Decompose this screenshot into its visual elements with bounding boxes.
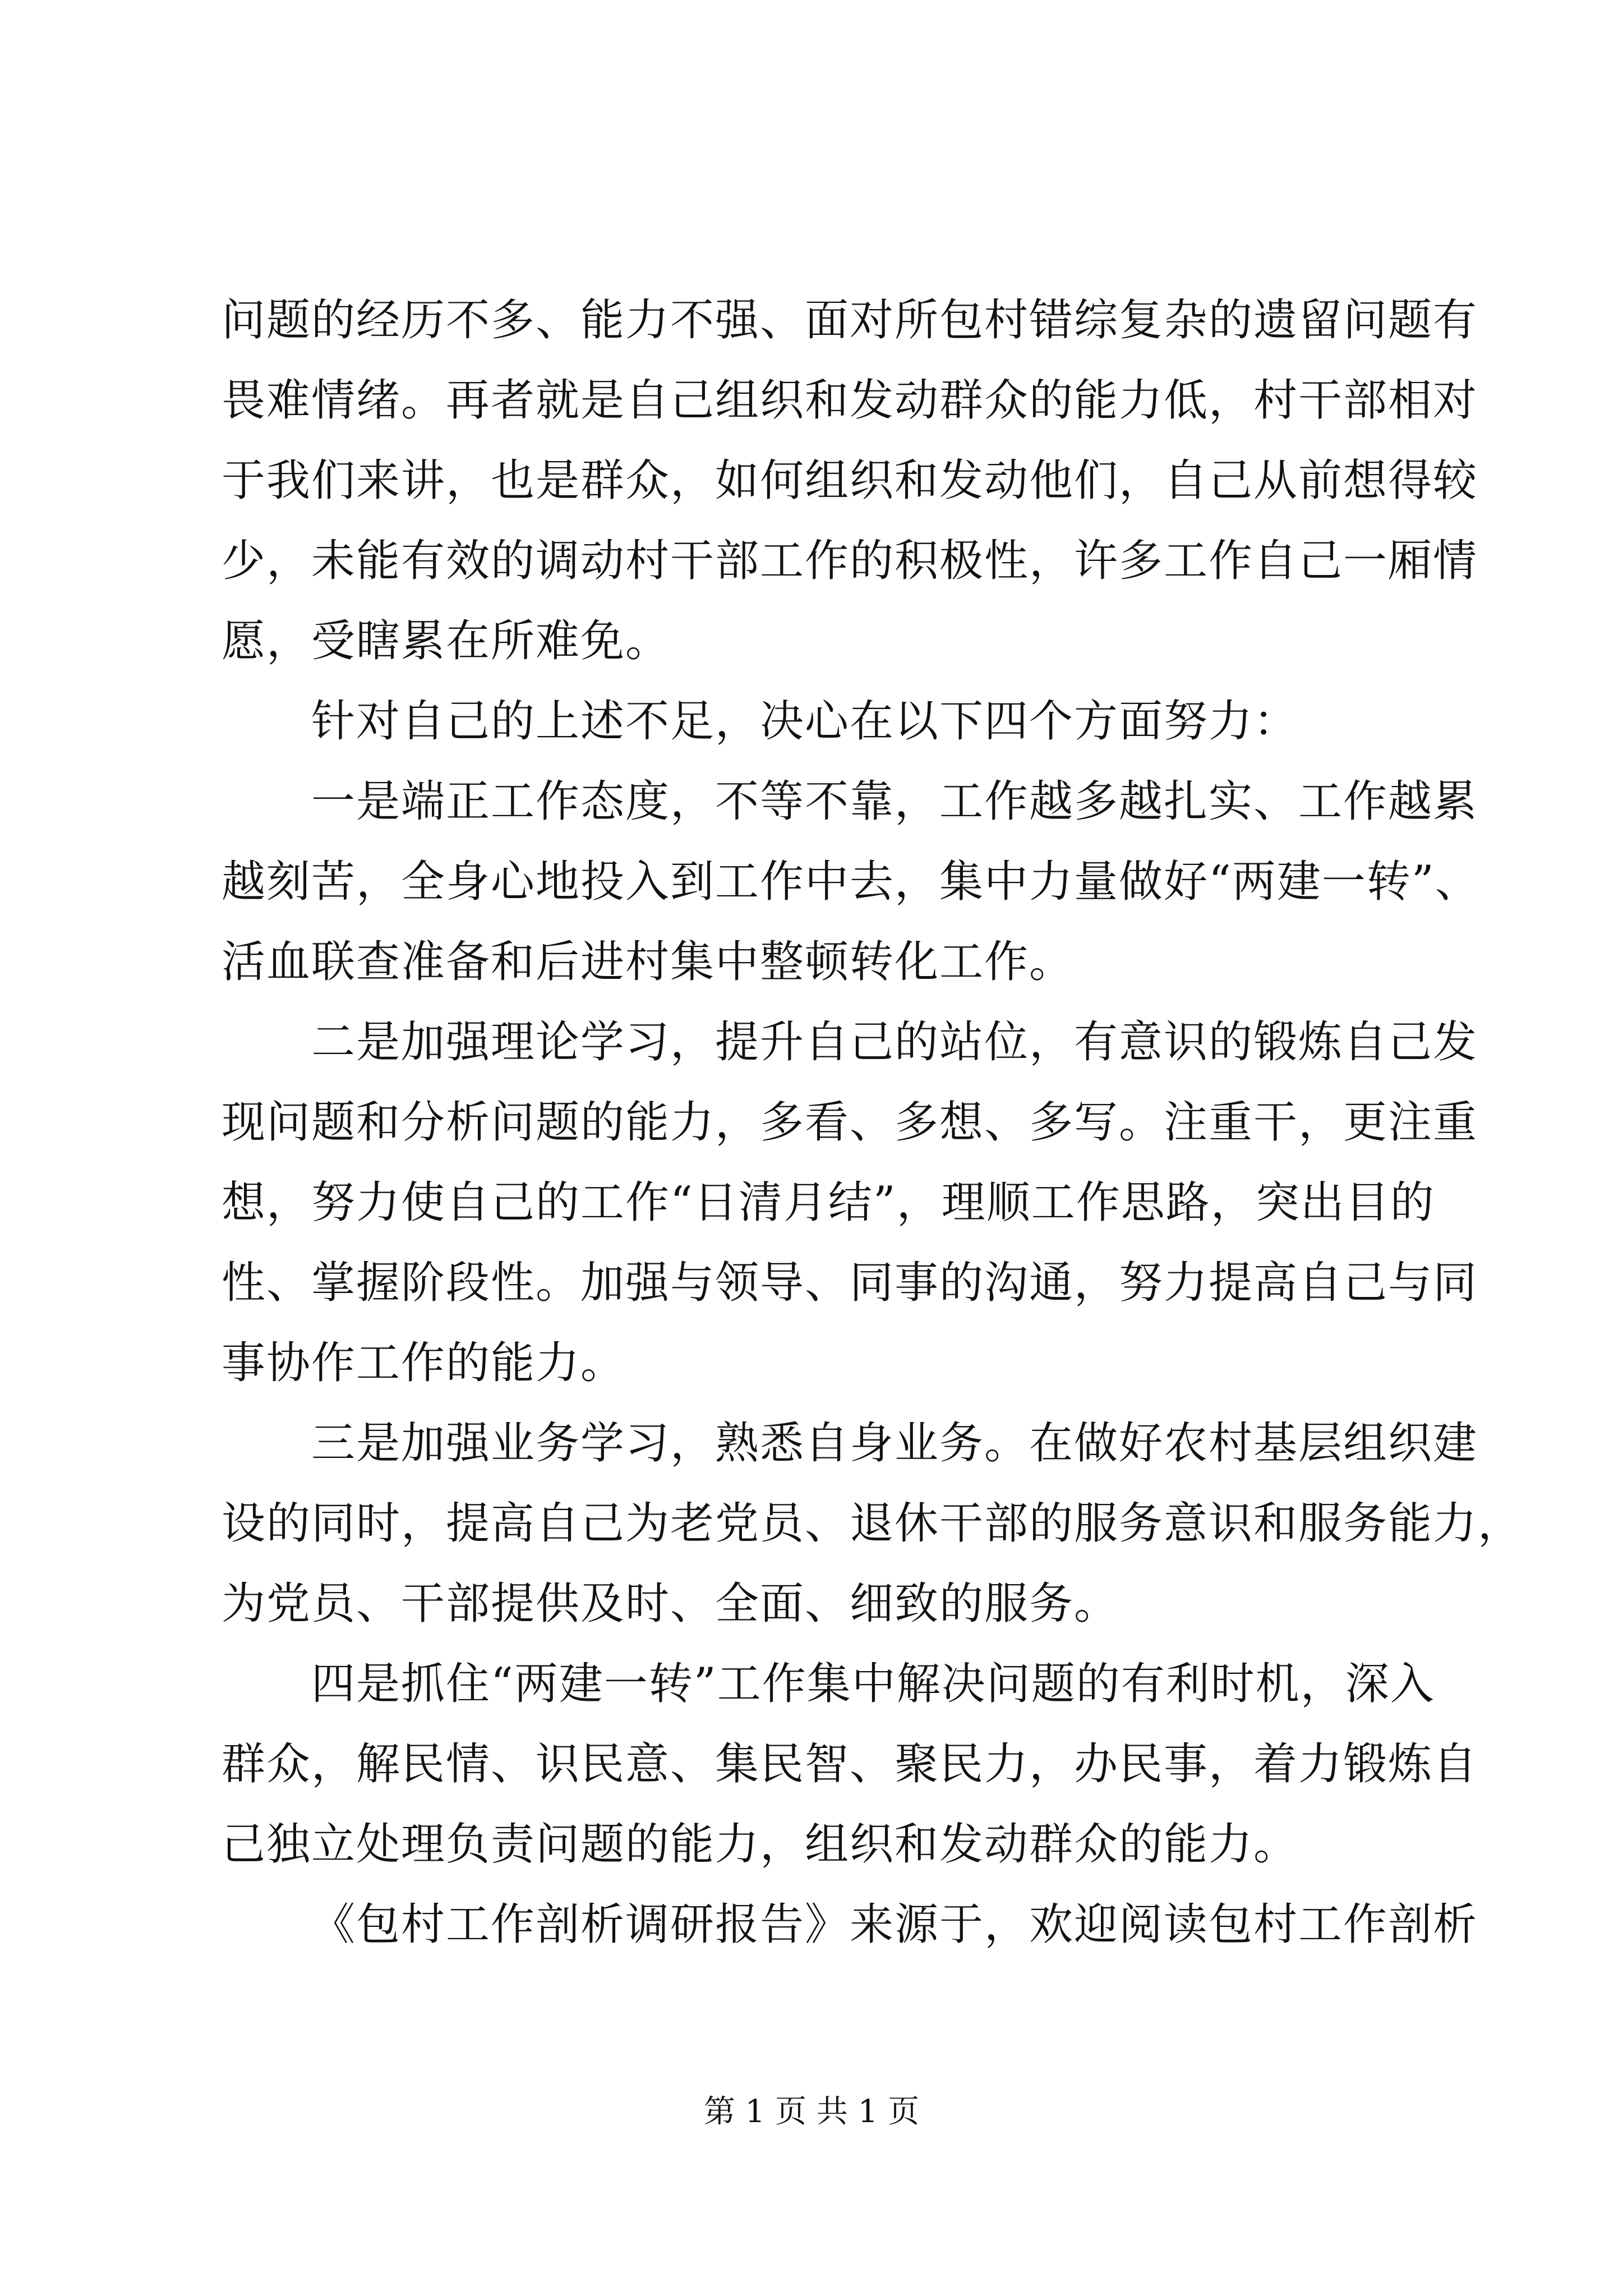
text-line: 四是抓住“两建一转”工作集中解决问题的有利时机，深入 (311, 1659, 1435, 1709)
document-body (222, 280, 1523, 1965)
text-line: 三是加强业务学习，熟悉自身业务。在做好农村基层组织建 (311, 1418, 1478, 1469)
text-line: 事协作工作的能力。 (222, 1338, 626, 1388)
text-line: 于我们来讲，也是群众，如何组织和发动他们，自己从前想得较 (222, 455, 1478, 506)
text-line: 少，未能有效的调动村干部工作的积极性，许多工作自己一厢情 (222, 536, 1478, 586)
text-line: 性、掌握阶段性。加强与领导、同事的沟通，努力提高自己与同 (222, 1258, 1478, 1308)
text-line: 针对自己的上述不足，决心在以下四个方面努力： (311, 696, 1299, 747)
text-line: 活血联查准备和后进村集中整顿转化工作。 (222, 937, 1075, 987)
text-line: 群众，解民情、识民意、集民智、聚民力，办民事，着力锻炼自 (222, 1739, 1478, 1789)
text-line: 设的同时，提高自己为老党员、退休干部的服务意识和服务能力， (222, 1498, 1523, 1549)
text-line: 一是端正工作态度，不等不靠，工作越多越扎实、工作越累 (311, 776, 1478, 827)
text-line: 为党员、干部提供及时、全面、细致的服务。 (222, 1579, 1119, 1629)
text-line: 愿，受瞎累在所难免。 (222, 616, 671, 666)
text-line: 越刻苦，全身心地投入到工作中去，集中力量做好“两建一转”、 (222, 857, 1480, 907)
text-line: 《包村工作剖析调研报告》来源于，欢迎阅读包村工作剖析 (311, 1899, 1478, 1950)
text-line: 问题的经历不多、能力不强、面对所包村错综复杂的遗留问题有 (222, 295, 1478, 346)
page-number-label: 第 1 页 共 1 页 (703, 2093, 920, 2130)
text-line: 畏难情绪。再者就是自己组织和发动群众的能力低，村干部相对 (222, 375, 1478, 426)
text-line: 己独立处理负责问题的能力，组织和发动群众的能力。 (222, 1819, 1299, 1870)
text-line: 二是加强理论学习，提升自己的站位，有意识的锻炼自己发 (311, 1017, 1478, 1068)
page-footer (0, 2092, 1623, 2132)
text-line: 现问题和分析问题的能力，多看、多想、多写。注重干，更注重 (222, 1097, 1478, 1148)
text-line: 想，努力使自己的工作“日清月结”，理顺工作思路，突出目的 (222, 1177, 1435, 1228)
